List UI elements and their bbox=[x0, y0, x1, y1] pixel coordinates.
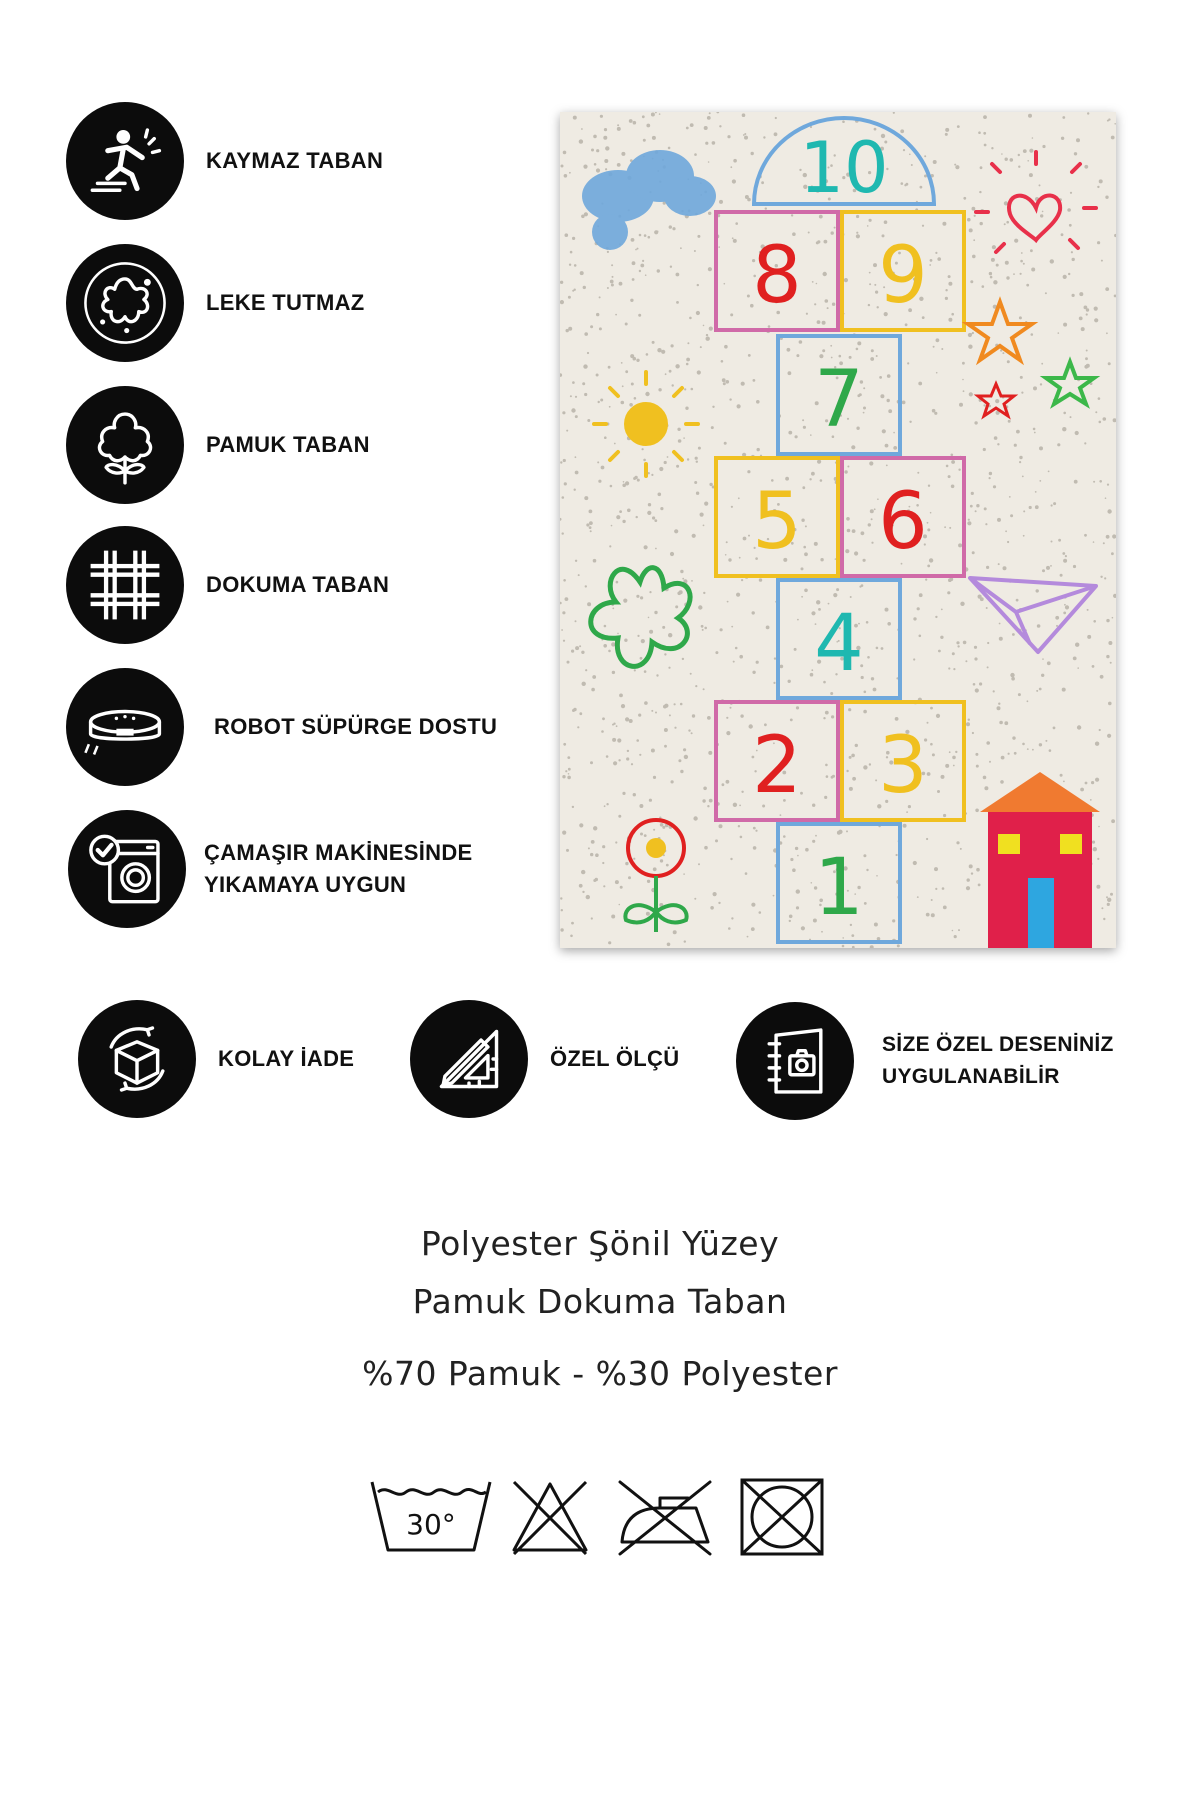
hop-number-7: 7 bbox=[814, 355, 864, 445]
stain-icon bbox=[66, 244, 184, 362]
feature-label: PAMUK TABAN bbox=[206, 432, 370, 457]
material-line1: Polyester Şönil Yüzey bbox=[420, 1224, 780, 1263]
photo-notebook-icon bbox=[736, 1002, 854, 1120]
slip-person-icon bbox=[66, 102, 184, 220]
feature-label: LEKE TUTMAZ bbox=[206, 290, 365, 315]
feature-label: ROBOT SÜPÜRGE DOSTU bbox=[214, 714, 498, 739]
feature-label: ÖZEL ÖLÇÜ bbox=[550, 1046, 680, 1071]
hop-number-4: 4 bbox=[814, 599, 864, 689]
feature-camasir-makinesi bbox=[68, 810, 473, 928]
return-box-icon bbox=[78, 1000, 196, 1118]
wash-temperature: 30° bbox=[406, 1508, 456, 1541]
material-composition: %70 Pamuk - %30 Polyester bbox=[362, 1354, 838, 1393]
washing-machine-icon bbox=[68, 810, 186, 928]
feature-label-line2: YIKAMAYA UYGUN bbox=[204, 872, 407, 897]
wash-30-icon bbox=[368, 1476, 494, 1556]
hop-number-3: 3 bbox=[878, 721, 928, 811]
feature-leke-tutmaz bbox=[66, 244, 365, 362]
no-bleach-icon bbox=[510, 1476, 590, 1556]
feature-label-line2: UYGULANABİLİR bbox=[882, 1065, 1060, 1088]
hop-number-5: 5 bbox=[752, 477, 802, 567]
robot-vacuum-icon bbox=[66, 668, 184, 786]
feature-ozel-olcu bbox=[410, 1000, 679, 1118]
hop-number-8: 8 bbox=[752, 231, 802, 321]
cotton-flower-icon bbox=[66, 386, 184, 504]
feature-label: KOLAY İADE bbox=[218, 1046, 355, 1071]
feature-label: KAYMAZ TABAN bbox=[206, 148, 384, 173]
feature-label bbox=[204, 837, 473, 901]
feature-ozel-desen bbox=[736, 1002, 1114, 1120]
hop-number-2: 2 bbox=[752, 721, 802, 811]
hop-number-1: 1 bbox=[814, 843, 864, 933]
feature-label bbox=[882, 1029, 1114, 1093]
hop-number-9: 9 bbox=[878, 231, 928, 321]
no-tumble-dry-icon bbox=[738, 1476, 826, 1556]
material-line2: Pamuk Dokuma Taban bbox=[412, 1282, 788, 1321]
hop-number-6: 6 bbox=[878, 477, 928, 567]
feature-pamuk-taban bbox=[66, 386, 370, 504]
feature-robot-supurge bbox=[66, 668, 497, 786]
feature-kolay-iade bbox=[78, 1000, 354, 1118]
feature-label-line1: ÇAMAŞIR MAKİNESİNDE bbox=[204, 840, 473, 865]
woven-pattern-icon bbox=[66, 526, 184, 644]
hop-number-10: 10 bbox=[799, 127, 889, 209]
hopscotch-rug-image bbox=[560, 112, 1116, 948]
feature-label-line1: SİZE ÖZEL DESENİNİZ bbox=[882, 1033, 1114, 1056]
ruler-pencil-icon bbox=[410, 1000, 528, 1118]
feature-kaymaz-taban bbox=[66, 102, 383, 220]
feature-dokuma-taban bbox=[66, 526, 389, 644]
no-iron-icon bbox=[616, 1476, 714, 1556]
feature-label: DOKUMA TABAN bbox=[206, 572, 390, 597]
